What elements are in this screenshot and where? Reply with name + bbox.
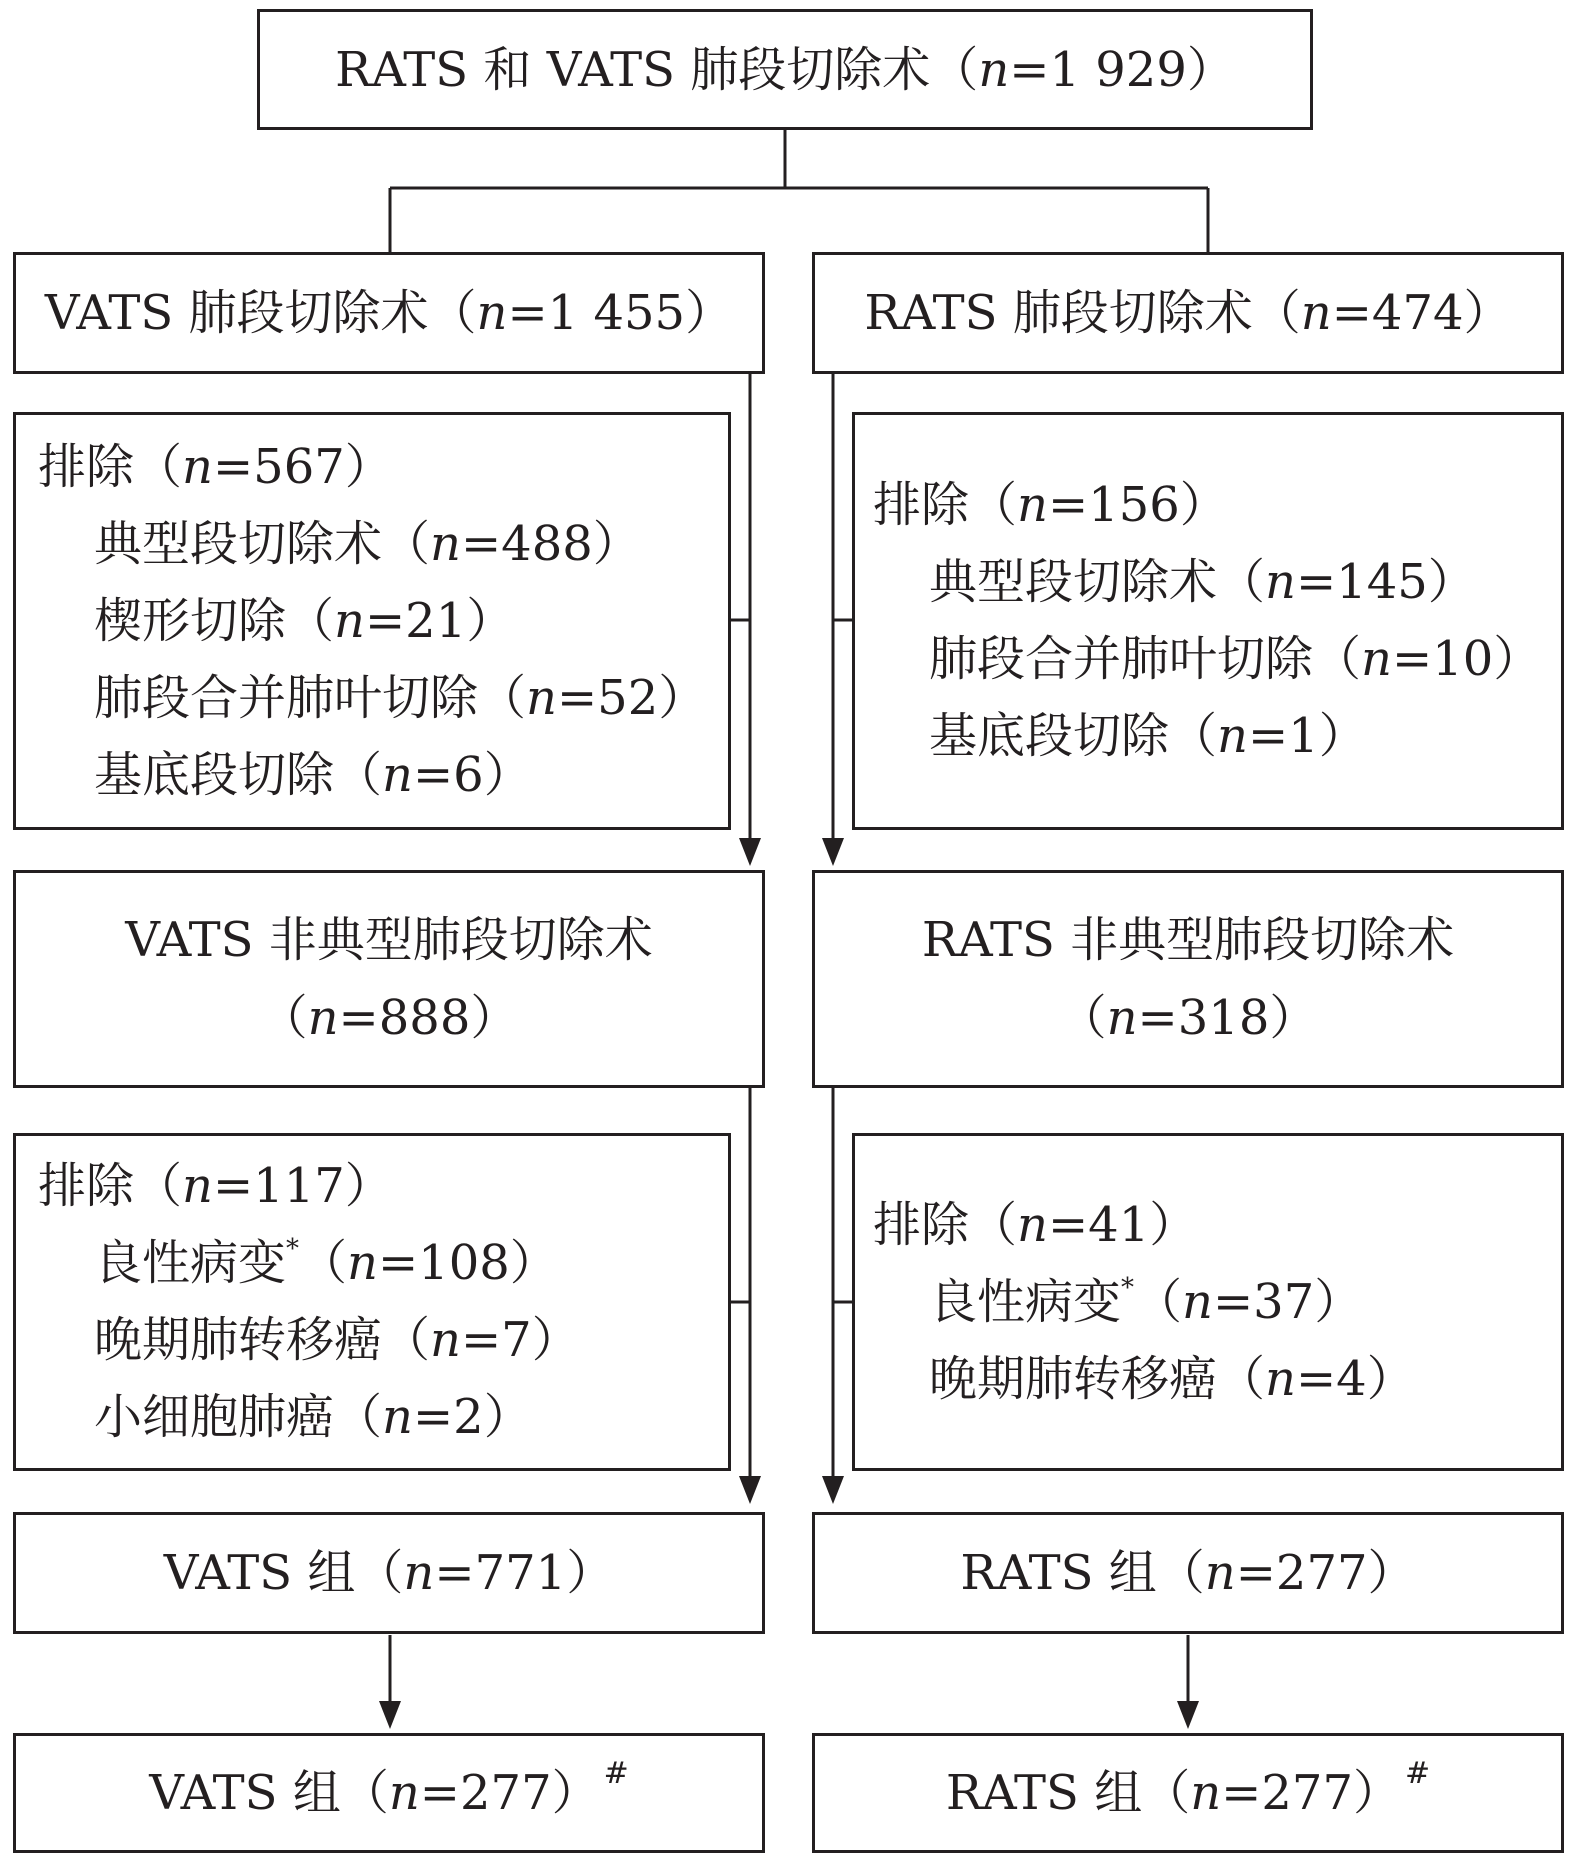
arrowhead-vats-1: [739, 838, 761, 866]
box-vats-matched: VATS 组（n=277） #: [13, 1733, 765, 1853]
exclusion-item: 晚期肺转移癌（n=4）: [929, 1350, 1415, 1407]
exclusion-item: 小细胞肺癌（n=2）: [94, 1389, 532, 1445]
box-rats-all: RATS 肺段切除术（n=474）: [812, 252, 1564, 374]
exclusion-header: 排除（n=156）: [873, 477, 1228, 533]
arrowhead-rats-3: [1177, 1701, 1199, 1729]
exclusion-item: 肺段合并肺叶切除（n=52）: [94, 669, 707, 726]
arrowhead-vats-3: [379, 1701, 401, 1729]
total-text: RATS 和 VATS 肺段切除术（n=1 929）: [335, 41, 1235, 98]
exclusion-item: 典型段切除术（n=145）: [929, 554, 1476, 610]
exclusion-item: 良性病变*（n=108）: [94, 1234, 558, 1291]
box-vats-exclusion-2: [13, 1133, 731, 1471]
exclusion-header: 排除（n=117）: [38, 1158, 393, 1214]
exclusion-item: 良性病变*（n=37）: [929, 1272, 1363, 1330]
box-total: [257, 9, 1313, 130]
exclusion-item: 基底段切除（n=6）: [94, 746, 532, 803]
box-rats-exclusion-1: [852, 412, 1564, 830]
box-rats-group: RATS 组（n=277）: [812, 1512, 1564, 1634]
box-rats-atypical: RATS 非典型肺段切除术 （n=318）: [812, 870, 1564, 1088]
exclusion-item: 晚期肺转移癌（n=7）: [94, 1312, 580, 1368]
box-vats-all: VATS 肺段切除术（n=1 455）: [13, 252, 765, 374]
box-vats-exclusion-1: [13, 412, 731, 830]
arrowhead-rats-2: [822, 1476, 844, 1504]
box-vats-group: VATS 组（n=771）: [13, 1512, 765, 1634]
exclusion-header: 排除（n=41）: [873, 1196, 1198, 1253]
exclusion-header: 排除（n=567）: [38, 438, 393, 495]
exclusion-item: 楔形切除（n=21）: [94, 592, 515, 649]
box-rats-exclusion-2: [852, 1133, 1564, 1471]
exclusion-item: 肺段合并肺叶切除（n=10）: [929, 631, 1542, 687]
box-rats-matched: RATS 组（n=277） #: [812, 1733, 1564, 1853]
arrowhead-rats-1: [822, 838, 844, 866]
arrowhead-vats-2: [739, 1476, 761, 1504]
box-vats-atypical: VATS 非典型肺段切除术 （n=888）: [13, 870, 765, 1088]
exclusion-item: 基底段切除（n=1）: [929, 708, 1367, 764]
exclusion-item: 典型段切除术（n=488）: [94, 515, 641, 572]
